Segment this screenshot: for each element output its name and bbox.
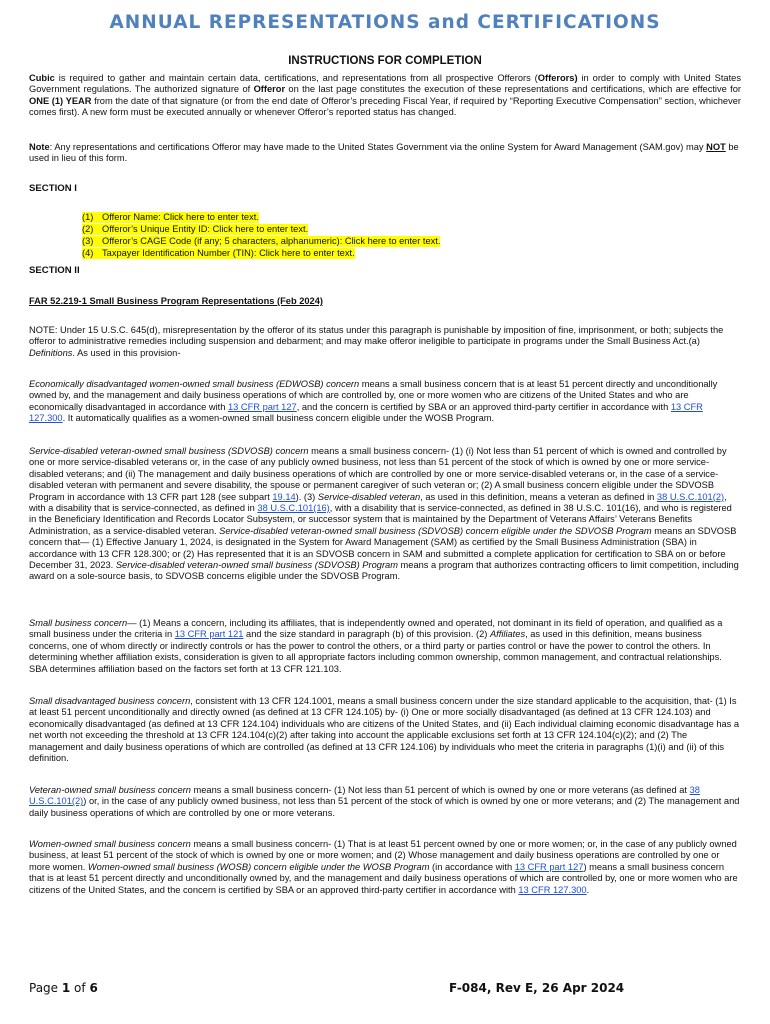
offeror-cage-field[interactable]: (3) Offeror’s CAGE Code (if any; 5 characters, alphanumeric): Click here to enter text.: [82, 236, 441, 246]
link-13-cfr-127-300-wosb[interactable]: 13 CFR 127.300: [518, 884, 587, 895]
document-subtitle: INSTRUCTIONS FOR COMPLETION: [288, 55, 482, 67]
link-38-usc-101-2[interactable]: 38 U.S.C.101(2): [656, 491, 725, 502]
link-13-cfr-127-300[interactable]: 13 CFR 127.300: [29, 401, 703, 424]
sdvosb-definition: Service-disabled veteran-owned small business (SDVOSB) concern means a small business concern- (1) (i) Not less than 51 percent of which is owned and controlled by one or more service-disabled veterans or, in the case of any publicly owned business, not less than 51 percent of the stock of which is owned by one or more service-disabled veterans; and (ii) The management and daily business operations of which are controlled by one or more service-disabled veterans or, in the case of a service-disabled veteran with permanent and severe disability, the spouse or permanent caregiver of such veteran or; (2) A small business concern eligible under the SDVOSB Program in accordance with 13 CFR part 128 (see subpart 19.14). (3) Service-disabled veteran, as used in this definition, means a veteran as defined in 38 U.S.C.101(2), with a disability that is service-connected, as defined in 38 U.S.C.101(16), with a disability that is service-connected, as defined in 38 U.S.C. 101(16), and who is registered in the Beneficiary Identification and Records Locator Subsystem, or successor system that is maintained by the Department of Veterans Affairs’ Veterans Benefits Administration, as a service-disabled veteran. Service-disabled veteran-owned small business (SDVOSB) concern eligible under the SDVOSB Program means an SDVOSB concern that— (1) Effective January 1, 2024, is designated in the System for Award Management (SAM) as certified by the Small Business Administration (SBA) in accordance with 13 CFR 128.300; or (2) Has represented that it is an SDVOSB concern in SAM and submitted a complete application for certification to SBA on or before December 31, 2023. Service-disabled veteran-owned small business (SDVOSB) Program means a program that authorizes contracting officers to limit competition, including award on a sole-source basis, to SDVOSB concerns eligible under the SDVOSB Program.: [29, 446, 739, 582]
edwosb-definition: Economically disadvantaged women-owned small business (EDWOSB) concern means a small business concern that is at least 51 percent directly and unconditionally owned by, and the management and daily business operations of which are controlled by, one or more women who are citizens of the United States and who are economically disadvantaged in accordance with 13 CFR part 127, and the concern is certified by SBA or an approved third-party certifier in accordance with 13 CFR 127.300. It automatically qualifies as a women-owned small business concern eligible under the WOSB Program.: [29, 379, 718, 424]
intro-paragraph: Cubic is required to gather and maintain certain data, certifications, and representations from all prospective Offerors (Offerors) in order to comply with United States Government regulations. The authorized signature of Offeror on the last page constitutes the execution of these representations and certifications, which are effective for ONE (1) YEAR from the date of that signature (or from the end date of Offeror’s preceding Fiscal Year, if required by “Reporting Executive Compensation” section, whichever comes first). A new form must be executed annually or whenever Offeror’s reported status has changed.: [29, 73, 742, 118]
link-subpart-19-14[interactable]: 19.14: [272, 491, 296, 502]
link-13-cfr-part-121[interactable]: 13 CFR part 121: [174, 629, 244, 640]
small-business-definition: Small business concern— (1) Means a concern, including its affiliates, that is independently owned and operated, not dominant in its field of operation, and qualified as a small business under the criteria in 13 CFR part 121 and the size standard in paragraph (b) of this provision. (2) Affiliates, as used in this definition, means business concerns, one of whom directly or indirectly controls or has the power to control the others, or a third party or parties control or have the power to control the others. In determining whether affiliation exists, consideration is given to all appropriate factors including common ownership, common management, and contractual relationships. SBA determines affiliation based on the factors set forth at 13 CFR 121.103.: [29, 618, 723, 674]
vosb-definition: Veteran-owned small business concern means a small business concern- (1) Not less than 51 percent of which is owned by one or more veterans (as defined at 38 U.S.C.101(2)) or, in the case of any publicly owned business, not less than 51 percent of the stock of which is owned by one or more veterans; and (2) The management and daily business operations of which are controlled by one or more veterans.: [29, 785, 740, 818]
link-13-cfr-part-127-wosb[interactable]: 13 CFR part 127: [514, 861, 584, 872]
link-38-usc-101-2-vosb[interactable]: 38 U.S.C.101(2): [29, 785, 700, 807]
section-1-heading: SECTION I: [29, 183, 77, 194]
note-paragraph: Note: Any representations and certifications Offeror may have made to the United States Government via the online System for Award Management (SAM.gov) may NOT be used in lieu of this form.: [29, 142, 739, 164]
sdb-definition: Small disadvantaged business concern, consistent with 13 CFR 124.1001, means a small business concern under the size standard applicable to the acquisition, that- (1) Is at least 51 percent unconditionally and directly owned (as defined at 13 CFR 124.105) by- (i) One or more socially disadvantaged (as defined at 13 CFR 124.103) and economically disadvantaged (as defined at 13 CFR 124.104) individuals who are citizens of the United States, and (ii) Each individual claiming economic disadvantage has a net worth not exceeding the threshold at 13 CFR 124.104(c)(2) after taking into account the applicable exclusions set forth at 13 CFR 124.104(c)(2); and (2) The management and daily business operations of which are controlled (as defined at 13 CFR 124.106) by individuals who meet the criteria in paragraphs (1)(i) and (ii) of this definition.: [29, 696, 740, 764]
form-revision-id: F-084, Rev E, 26 Apr 2024: [449, 981, 625, 995]
link-38-usc-101-16[interactable]: 38 U.S.C.101(16): [257, 503, 330, 514]
offeror-uei-field[interactable]: (2) Offeror’s Unique Entity ID: Click here to enter text.: [82, 224, 309, 234]
offeror-name-field[interactable]: (1) Offeror Name: Click here to enter text.: [82, 212, 259, 222]
offeror-tin-field[interactable]: (4) Taxpayer Identification Number (TIN): Click here to enter text.: [82, 248, 355, 258]
document-title: ANNUAL REPRESENTATIONS and CERTIFICATIONS: [109, 12, 661, 33]
far-note-paragraph: NOTE: Under 15 U.S.C. 645(d), misrepresentation by the offeror of its status under this paragraph is punishable by imposition of fine, imprisonment, or both; subjects the offeror to administrative remedies including suspension and debarment; and may make offeror ineligible to participate in programs under the Small Business Act.(a) Definitions. As used in this provision-: [29, 325, 724, 358]
wosb-definition: Women-owned small business concern means a small business concern- (1) That is at least 51 percent owned by one or more women; or, in the case of any publicly owned business, at least 51 percent of the stock of which is owned by one or more women; and (2) Whose management and daily business operations are controlled by one or more women. Women-owned small business (WOSB) concern eligible under the WOSB Program (in accordance with 13 CFR part 127) means a small business concern that is at least 51 percent directly and unconditionally owned by, and the management and daily business operations of which are controlled by, one or more women who are citizens of the United States, and the concern is certified by SBA or an approved third-party certifier in accordance with 13 CFR 127.300.: [29, 839, 738, 895]
section-2-heading: SECTION II: [29, 265, 80, 276]
link-13-cfr-part-127[interactable]: 13 CFR part 127: [227, 401, 297, 412]
page-number: Page 1 of 6: [29, 981, 98, 995]
far-title: FAR 52.219-1 Small Business Program Representations (Feb 2024): [29, 296, 323, 306]
